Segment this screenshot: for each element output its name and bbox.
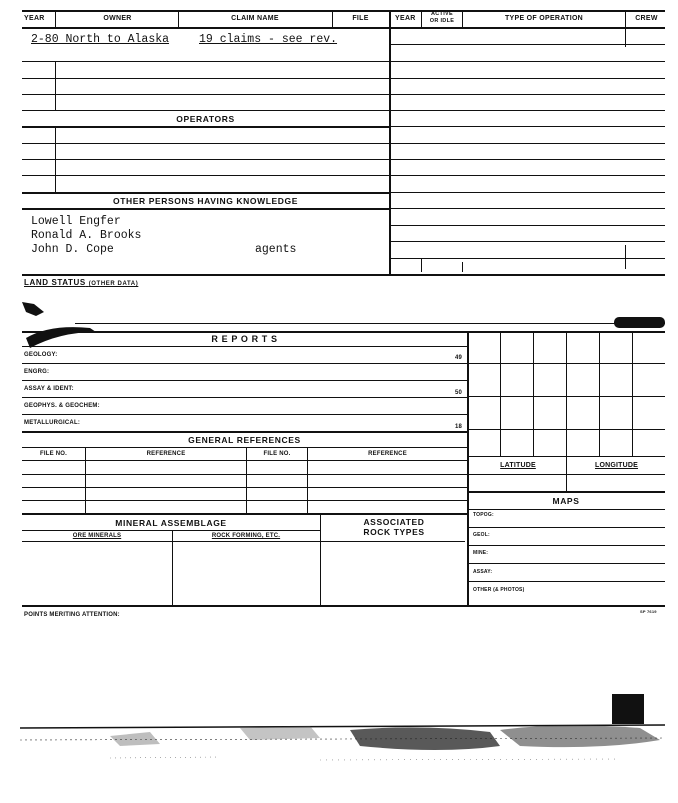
other-persons-title: OTHER PERSONS HAVING KNOWLEDGE (112, 196, 299, 206)
general-references-title: GENERAL REFERENCES (188, 435, 301, 445)
header-year-2: YEAR (395, 15, 416, 22)
ref-col-file-no-2: FILE NO. (263, 451, 291, 457)
maps-row-assay: ASSAY: (473, 569, 493, 575)
header-file: FILE (352, 15, 369, 22)
report-label-metallurgical: METALLURGICAL: (24, 420, 81, 426)
ref-col-reference-1: REFERENCE (146, 451, 186, 457)
header-owner: OWNER (103, 15, 132, 22)
maps-row-other: OTHER (& PHOTOS) (473, 587, 525, 593)
report-num-metallurgical: 18 (455, 424, 463, 430)
owner-entry-text: 2-80 North to Alaska (31, 33, 170, 46)
header-type-of-operation: TYPE OF OPERATION (504, 15, 584, 22)
maps-title: MAPS (552, 496, 580, 506)
land-status-sub: (OTHER DATA) (88, 281, 139, 287)
header-claim-name: CLAIM NAME (231, 15, 279, 22)
maps-row-topog: TOPOG: (473, 512, 494, 518)
report-num-geology: 49 (455, 355, 463, 361)
ref-col-file-no-1: FILE NO. (40, 451, 67, 457)
longitude-label: LONGITUDE (594, 462, 639, 469)
agents-note: agents (255, 243, 297, 256)
ink-blot-right (614, 317, 665, 328)
report-label-geophys: GEOPHYS. & GEOCHEM: (24, 403, 100, 409)
ore-minerals-label: ORE MINERALS (72, 533, 122, 539)
person-name-2: Ronald A. Brooks (31, 229, 142, 242)
header-active-idle-2: OR IDLE (429, 18, 455, 24)
header-year: YEAR (24, 15, 45, 22)
report-label-geology: GEOLOGY: (24, 352, 58, 358)
header-active-idle-1: ACTIVE (431, 11, 453, 17)
ref-col-reference-2: REFERENCE (368, 451, 407, 457)
mineral-title: MINERAL ASSEMBLAGE (115, 518, 227, 528)
land-status-label: LAND STATUS (24, 278, 86, 287)
report-label-assay: ASSAY & IDENT: (24, 386, 74, 392)
rock-forming-label: ROCK FORMING, ETC. (211, 533, 281, 539)
associated-label: ASSOCIATED (363, 517, 425, 527)
maps-row-mine: MINE: (473, 550, 489, 556)
operators-title: OPERATORS (176, 114, 235, 124)
reports-title: R E P O R T S (211, 334, 278, 344)
header-crew: CREW (635, 15, 658, 22)
latitude-label: LATITUDE (500, 462, 536, 469)
scan-noise-band (20, 716, 665, 766)
person-name-3: John D. Cope (31, 243, 114, 256)
land-status-title (24, 278, 138, 287)
points-title: POINTS MERITING ATTENTION: (24, 612, 120, 618)
rock-types-label: ROCK TYPES (363, 527, 425, 537)
report-label-engrg: ENGRG: (24, 369, 50, 375)
person-name-1: Lowell Engfer (31, 215, 121, 228)
form-number: SP 7619 (640, 609, 657, 614)
claim-entry-text: 19 claims - see rev. (199, 33, 338, 46)
maps-row-geol: GEOL: (473, 532, 490, 538)
report-num-assay: 50 (455, 390, 463, 396)
